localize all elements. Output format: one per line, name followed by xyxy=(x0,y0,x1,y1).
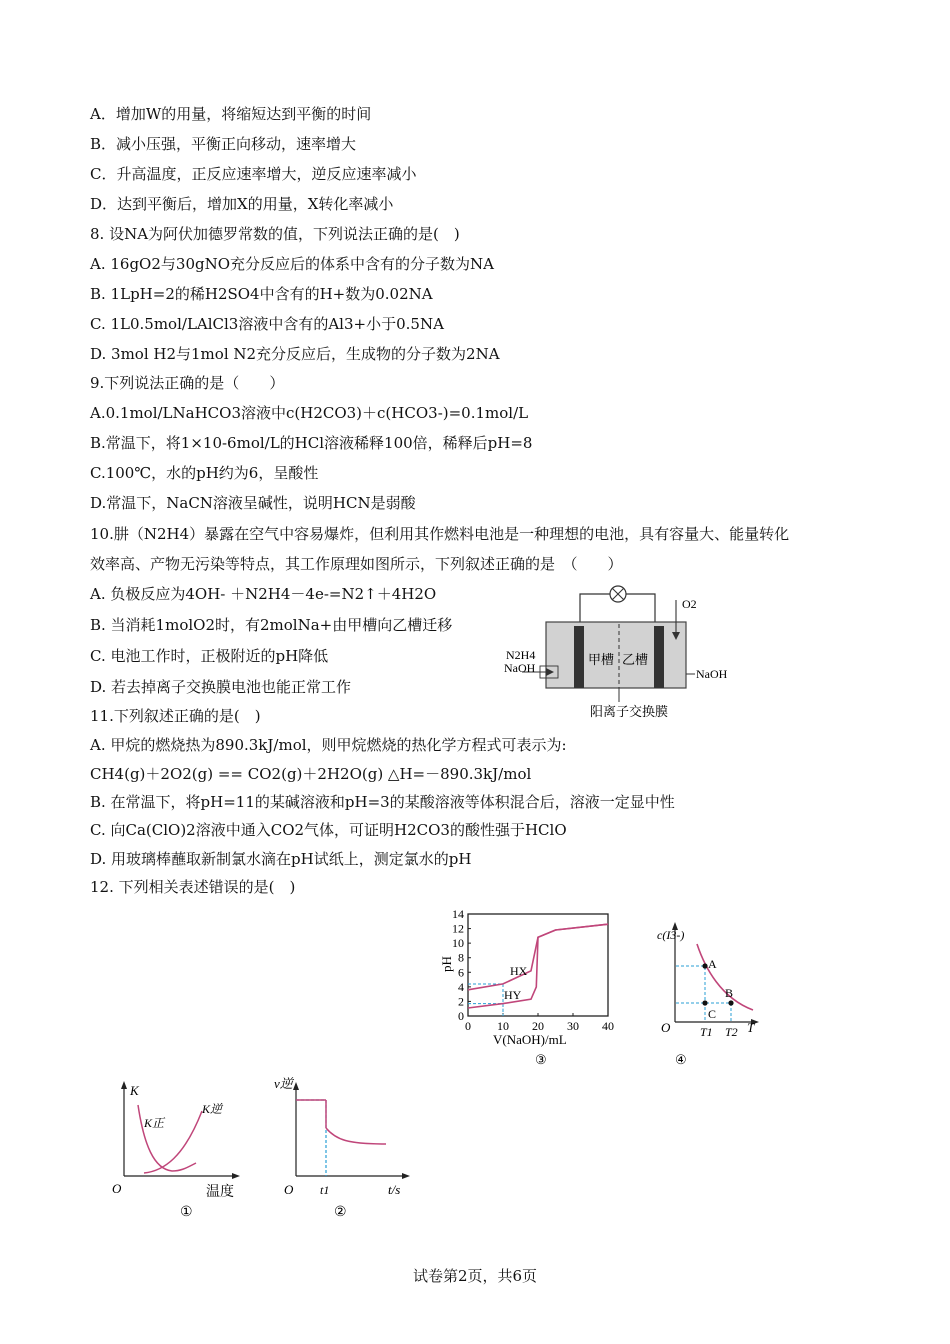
chart3-caption: ③ xyxy=(535,1052,547,1067)
naoh-left-label: NaOH xyxy=(504,661,536,675)
q8-option-d: D. 3mol H2与1mol N2充分反应后，生成物的分子数为2NA xyxy=(90,345,500,363)
chart3-y-tick: 12 xyxy=(452,921,464,936)
q10-option-a: A. 负极反应为4OH- ＋N2H4－4e-=N2↑＋4H2O xyxy=(90,585,437,603)
chart3-x-tick: 10 xyxy=(497,1019,509,1033)
chart4-point-b xyxy=(728,1000,733,1005)
chart3-x-tick: 20 xyxy=(532,1019,544,1033)
chart-1 xyxy=(110,1075,250,1225)
chart2-x-label: t/s xyxy=(388,1182,401,1197)
q11-equation: CH4(g)＋2O2(g) == CO2(g)＋2H2O(g) △H=－890.3kJ/mol xyxy=(90,765,532,783)
chart4-t1-label: T1 xyxy=(700,1025,713,1039)
chart3-y-label: pH xyxy=(439,956,454,972)
q11-option-a: A. 甲烷的燃烧热为890.3kJ/mol，则甲烷燃烧的热化学方程式可表示为: xyxy=(90,736,567,754)
q11-option-d: D. 用玻璃棒蘸取新制氯水滴在pH试纸上，测定氯水的pH xyxy=(90,850,472,868)
q10-option-c: C. 电池工作时，正极附近的pH降低 xyxy=(90,647,329,665)
q10-option-b: B. 当消耗1molO2时，有2molNa+由甲槽向乙槽迁移 xyxy=(90,616,453,634)
chart4-point-b-label: B xyxy=(725,986,734,1000)
chart2-caption: ② xyxy=(334,1205,347,1220)
chart-2 xyxy=(270,1070,415,1225)
chart1-curve-k-zheng xyxy=(138,1105,196,1171)
q9-option-a: A.0.1mol/LNaHCO3溶液中c(H2CO3)＋c(HCO3-)=0.1mol/L xyxy=(90,404,529,422)
chart4-caption: ④ xyxy=(675,1052,687,1067)
chart3-y-tick: 14 xyxy=(452,907,464,921)
chart4-x-label: T xyxy=(747,1020,755,1035)
chart3-series-hy xyxy=(468,924,608,1008)
chart4-point-c-label: C xyxy=(708,1007,717,1021)
q9-option-b: B.常温下，将1×10-6mol/L的HCl溶液稀释100倍，稀释后pH=8 xyxy=(90,434,533,452)
chart4-point-a-label: A xyxy=(708,957,717,971)
chart1-caption: ① xyxy=(180,1205,193,1220)
q11-option-b: B. 在常温下，将pH=11的某碱溶液和pH=3的某酸溶液等体积混合后，溶液一定显中性 xyxy=(90,793,675,811)
o2-label: O2 xyxy=(682,597,697,611)
chart2-t1-label: t1 xyxy=(320,1183,330,1197)
chart1-k-zheng-label: K正 xyxy=(144,1116,165,1130)
chart4-guide-b xyxy=(676,1003,731,1022)
q7-option-c: C．升高温度，正反应速率增大，逆反应速率减小 xyxy=(90,165,417,183)
q10-stem-line1: 10.肼（N2H4）暴露在空气中容易爆炸，但利用其作燃料电池是一种理想的电池，具有容量大、能量转化 xyxy=(90,525,790,543)
q10-option-d: D. 若去掉离子交换膜电池也能正常工作 xyxy=(90,678,352,696)
q8-stem: 8. 设NA为阿伏加德罗常数的值，下列说法正确的是( ) xyxy=(90,225,460,243)
chart3-y-tick: 10 xyxy=(452,936,464,951)
q9-option-d: D.常温下，NaCN溶液呈碱性，说明HCN是弱酸 xyxy=(90,494,416,512)
chart1-k-ni-label: K逆 xyxy=(202,1102,223,1116)
chart2-origin: O xyxy=(284,1182,294,1197)
q10-stem-line2: 效率高、产物无污染等特点，其工作原理如图所示，下列叙述正确的是 （ ） xyxy=(90,555,623,573)
q8-option-c: C. 1L0.5mol/LAlCl3溶液中含有的Al3+小于0.5NA xyxy=(90,315,444,333)
chart3-y-tick: 4 xyxy=(458,979,464,994)
chart2-guide xyxy=(296,1100,326,1176)
chart4-point-a xyxy=(702,963,707,968)
chart3-x-tick: 0 xyxy=(465,1019,471,1033)
naoh-right-label: NaOH xyxy=(696,667,728,681)
chart4-point-c xyxy=(702,1000,707,1005)
battery-diagram xyxy=(500,578,750,723)
chart-3 xyxy=(439,907,614,1067)
chart1-origin: O xyxy=(112,1181,122,1196)
chart1-y-label: K xyxy=(130,1083,139,1098)
q8-option-b: B. 1LpH=2的稀H2SO4中含有的H+数为0.02NA xyxy=(90,285,433,303)
tank-yi-label: 乙槽 xyxy=(622,652,649,667)
chart-4 xyxy=(657,922,759,1067)
chart4-t2-label: T2 xyxy=(725,1025,738,1039)
right-electrode xyxy=(654,626,664,688)
q8-option-a: A. 16gO2与30gNO充分反应后的体系中含有的分子数为NA xyxy=(90,255,494,273)
chart3-frame xyxy=(468,914,608,1016)
n2h4-label: N2H4 xyxy=(506,648,536,662)
chart3-hy-label: HY xyxy=(504,988,522,1002)
chart4-guide-a xyxy=(676,966,705,1022)
q7-option-b: B．减小压强，平衡正向移动，速率增大 xyxy=(90,135,357,153)
chart3-y-tick: 2 xyxy=(458,994,464,1009)
q9-option-c: C.100℃，水的pH约为6，呈酸性 xyxy=(90,464,319,482)
chart3-x-tick: 40 xyxy=(602,1019,614,1033)
left-electrode xyxy=(574,626,584,688)
q11-stem: 11.下列叙述正确的是( ) xyxy=(90,707,261,725)
electrolytic-tank xyxy=(546,622,686,688)
q11-option-c: C. 向Ca(ClO)2溶液中通入CO2气体，可证明H2CO3的酸性强于HClO xyxy=(90,821,567,839)
chart4-y-label: c(I3-) xyxy=(657,928,685,942)
membrane-label: 阳离子交换膜 xyxy=(590,704,669,719)
chart-panel-3-4 xyxy=(435,906,760,1071)
chart2-line-after xyxy=(326,1128,386,1144)
chart2-y-label: v逆 xyxy=(274,1076,293,1091)
q12-stem: 12. 下列相关表述错误的是( ) xyxy=(90,878,296,896)
chart3-y-tick: 0 xyxy=(458,1009,464,1023)
q7-option-d: D．达到平衡后，增加X的用量，X转化率减小 xyxy=(90,195,394,213)
tank-jia-label: 甲槽 xyxy=(588,652,615,667)
chart3-y-tick: 6 xyxy=(458,965,464,980)
chart3-x-label: V(NaOH)/mL xyxy=(493,1032,567,1047)
chart3-x-tick: 30 xyxy=(567,1019,579,1033)
chart3-hx-label: HX xyxy=(510,964,528,978)
page-footer: 试卷第2页，共6页 xyxy=(412,1267,538,1285)
q7-option-a: A．增加W的用量，将缩短达到平衡的时间 xyxy=(90,105,372,123)
chart1-x-label: 温度 xyxy=(206,1185,234,1200)
chart4-origin: O xyxy=(661,1020,671,1035)
chart3-y-tick: 8 xyxy=(458,950,464,965)
q9-stem: 9.下列说法正确的是（ ） xyxy=(90,374,285,392)
